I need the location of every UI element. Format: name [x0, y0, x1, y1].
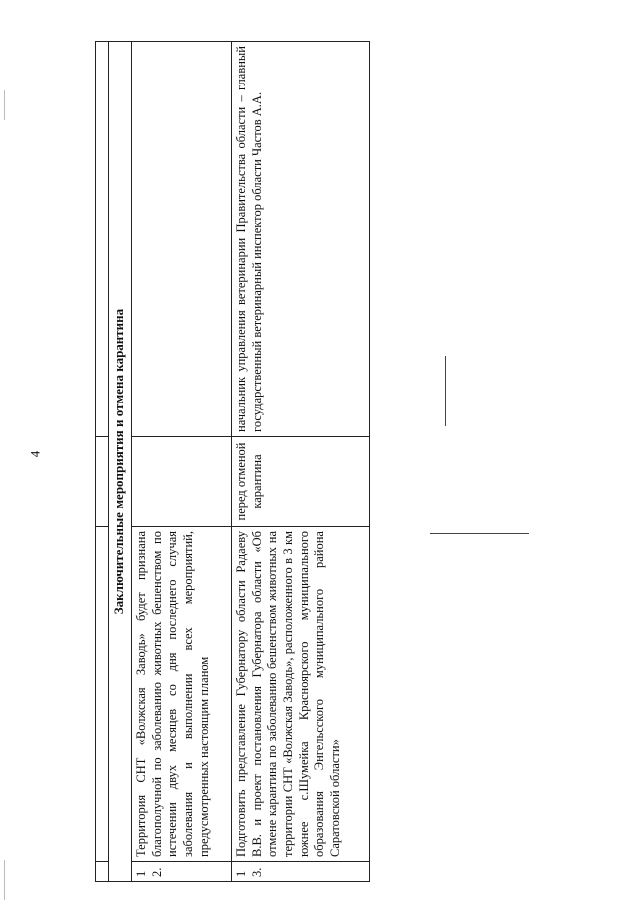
row-due: перед отменой карантина [232, 437, 370, 527]
table-row [232, 42, 370, 882]
row-responsible: начальник управления ветеринарии Правительства области – главный государственный ветеринарный инспектор области Частов А.А. [232, 42, 370, 437]
table-header-row [96, 42, 109, 882]
section-title: Заключительные мероприятия и отмена карантина [109, 42, 132, 882]
table-row [132, 42, 232, 882]
divider-line [430, 533, 529, 534]
scan-mark [4, 860, 5, 900]
row-number: 12. [132, 862, 232, 882]
page-number: 4 [27, 450, 43, 458]
rotated-table-container [95, 42, 370, 882]
row-responsible [132, 42, 232, 437]
divider-line [445, 356, 446, 426]
row-action: Подготовить представление Губернатору области Радаеву В.В. и проект постановления Губернатора области «Об отмене карантина по заболеванию бешенством животных на территории СНТ «Волжская Заводь», расположенного в 3 км южнее с.Шумейка Красноярского муниципального образования Энгельсского муниципального района Саратовской области» [232, 527, 370, 862]
scan-mark [4, 90, 5, 120]
row-due [132, 437, 232, 527]
measures-table [95, 41, 370, 882]
row-number: 13. [232, 862, 370, 882]
section-title-row [109, 42, 132, 882]
row-action: Территория СНТ «Волжская Заводь» будет признана благополучной по заболеванию животных бешенством по истечении двух месяцев со дня последнего случая заболевания и выполнении всех мероприятий, предусмотренных настоящим планом [132, 527, 232, 862]
